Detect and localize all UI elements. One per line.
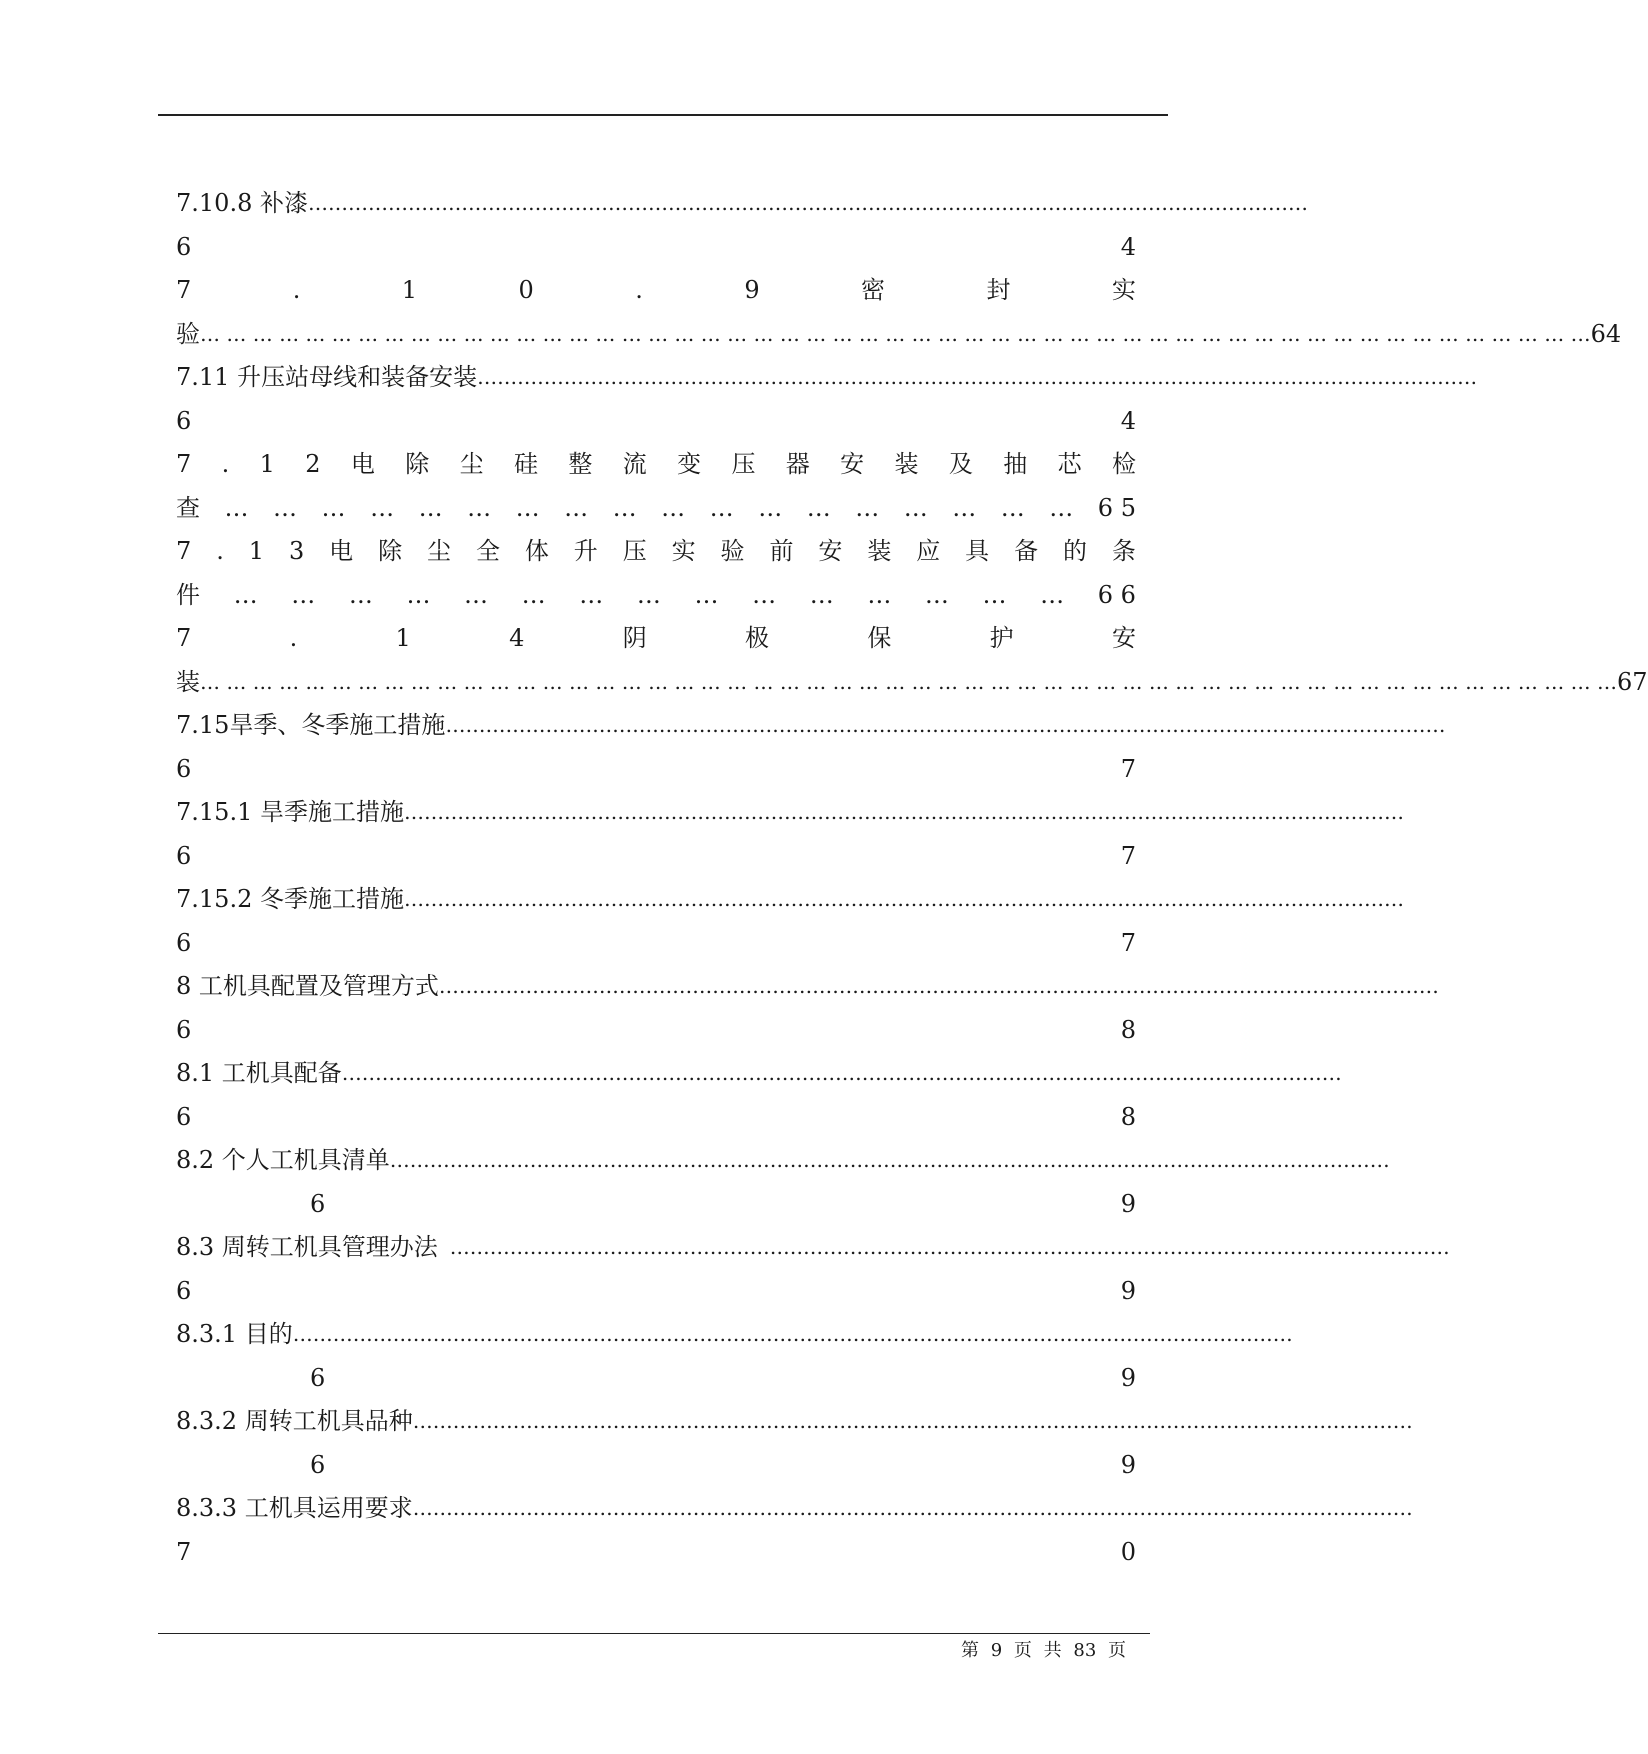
toc-char: 变 bbox=[677, 450, 702, 478]
toc-page-first: 7 bbox=[176, 1537, 192, 1566]
dot-leader: …………………………………………………………………………………………………………………………………… bbox=[403, 800, 1404, 824]
toc-char: 的 bbox=[1063, 537, 1087, 565]
toc-char: 条 bbox=[1111, 537, 1136, 565]
toc-entry[interactable] bbox=[176, 704, 1446, 748]
toc-continuation-text: 查 bbox=[176, 493, 200, 522]
toc-char: 实 bbox=[671, 537, 696, 565]
toc-entry-title: 7.15.2 冬季施工措施 bbox=[176, 885, 404, 913]
toc-char: 压 bbox=[622, 537, 647, 565]
dot-leader: … bbox=[1049, 493, 1074, 522]
dot-leader: … bbox=[758, 493, 783, 522]
toc-continuation bbox=[176, 487, 1136, 531]
toc-page-number: 67 bbox=[1616, 667, 1648, 696]
toc-page-first: 6 bbox=[310, 1363, 326, 1392]
toc-char: 尘 bbox=[427, 537, 452, 565]
header-rule bbox=[158, 114, 1168, 116]
toc-char: 电 bbox=[350, 450, 375, 478]
toc-page-first: 6 bbox=[176, 928, 192, 957]
dot-leader: …………………………………………………………………………………………………………………………………… bbox=[292, 1322, 1293, 1346]
dot-leader: … bbox=[291, 580, 316, 609]
dot-leader: … bbox=[903, 493, 928, 522]
toc-char: 安 bbox=[818, 537, 843, 565]
toc-page-line bbox=[176, 1357, 1136, 1401]
toc-page-second: 7 bbox=[1120, 841, 1136, 870]
toc-char: 及 bbox=[948, 450, 973, 478]
toc-entry[interactable] bbox=[176, 1226, 1450, 1270]
dot-leader: … bbox=[806, 493, 831, 522]
toc-char: . bbox=[221, 450, 230, 478]
toc-char: 密 bbox=[861, 276, 886, 304]
toc-char: 芯 bbox=[1057, 450, 1082, 478]
toc-page-second: 8 bbox=[1120, 1015, 1136, 1044]
toc-entry[interactable] bbox=[176, 878, 1404, 922]
toc-char: 实 bbox=[1111, 276, 1136, 304]
table-of-contents bbox=[176, 182, 1648, 1574]
dot-leader: … bbox=[752, 580, 777, 609]
dot-leader: … bbox=[370, 493, 395, 522]
dot-leader: … bbox=[709, 493, 734, 522]
toc-continuation bbox=[176, 574, 1136, 618]
toc-char: 压 bbox=[731, 450, 756, 478]
dot-leader: … bbox=[1040, 580, 1065, 609]
dot-leader: … … … … … … … … … … … … … … … … … … … … … … … … … … … … … … … … … … … … … … … … … … … … … … … … … … … … … … bbox=[200, 669, 1617, 694]
dot-leader: … bbox=[694, 580, 719, 609]
toc-char: 安 bbox=[1111, 624, 1136, 652]
toc-page-second: 9 bbox=[1120, 1450, 1136, 1479]
toc-char: 2 bbox=[305, 450, 321, 478]
toc-char: 升 bbox=[573, 537, 598, 565]
toc-entry[interactable] bbox=[176, 1052, 1342, 1096]
toc-page-second: 9 bbox=[1120, 1363, 1136, 1392]
toc-char: 体 bbox=[524, 537, 549, 565]
toc-entry-title: 8 工机具配置及管理方式 bbox=[176, 972, 439, 1000]
dot-leader: … bbox=[273, 493, 298, 522]
toc-entry[interactable] bbox=[176, 1400, 1413, 1444]
toc-char: 4 bbox=[509, 624, 525, 652]
toc-char: 器 bbox=[785, 450, 810, 478]
toc-page-first: 6 bbox=[176, 1276, 192, 1305]
dot-leader: …………………………………………………………………………………………………………………………………… bbox=[403, 887, 1404, 911]
toc-page-second: 4 bbox=[1120, 406, 1136, 435]
dot-leader: …………………………………………………………………………………………………………………………………… bbox=[307, 191, 1308, 215]
toc-page-second: 8 bbox=[1120, 1102, 1136, 1131]
toc-char: 前 bbox=[769, 537, 794, 565]
toc-char: 装 bbox=[894, 450, 919, 478]
toc-page-second: 4 bbox=[1120, 232, 1136, 261]
toc-char: 阴 bbox=[622, 624, 647, 652]
toc-entry-justified[interactable] bbox=[176, 443, 1136, 487]
toc-char: 0 bbox=[518, 276, 534, 304]
toc-char: . bbox=[635, 276, 643, 304]
dot-leader: …………………………………………………………………………………………………………………………………… bbox=[412, 1496, 1413, 1520]
toc-page-first: 6 bbox=[310, 1189, 326, 1218]
dot-leader: … bbox=[1000, 493, 1025, 522]
dot-leader: … bbox=[467, 493, 492, 522]
toc-entry-title: 7.10.8 补漆 bbox=[176, 189, 308, 217]
toc-char: 装 bbox=[867, 537, 892, 565]
toc-char: 除 bbox=[378, 537, 403, 565]
toc-page-first: 6 bbox=[176, 754, 192, 783]
toc-entry-title: 8.3.2 周转工机具品种 bbox=[176, 1407, 413, 1435]
toc-char: 硅 bbox=[514, 450, 538, 478]
toc-char: . bbox=[216, 537, 224, 565]
toc-page-first: 6 bbox=[176, 1015, 192, 1044]
toc-char: 安 bbox=[840, 450, 865, 478]
toc-entry-title: 7.15.1 旱季施工措施 bbox=[176, 798, 404, 826]
toc-entry[interactable] bbox=[176, 791, 1404, 835]
toc-page-second: 7 bbox=[1120, 754, 1136, 783]
toc-entry-title: 8.3.1 目的 bbox=[176, 1320, 293, 1348]
dot-leader: … bbox=[406, 580, 431, 609]
toc-char: 封 bbox=[986, 276, 1011, 304]
toc-page-line bbox=[176, 1531, 1136, 1575]
toc-page-first: 6 bbox=[176, 406, 192, 435]
toc-page-line bbox=[176, 835, 1136, 879]
dot-leader: … bbox=[612, 493, 637, 522]
toc-char: 保 bbox=[867, 624, 892, 652]
toc-continuation-text: 装 bbox=[176, 667, 200, 696]
toc-char: 除 bbox=[405, 450, 430, 478]
toc-char: 验 bbox=[720, 537, 745, 565]
toc-continuation bbox=[176, 661, 1648, 705]
toc-page-line bbox=[176, 922, 1136, 966]
dot-leader: … bbox=[867, 580, 892, 609]
dot-leader: … bbox=[521, 580, 546, 609]
dot-leader: …………………………………………………………………………………………………………………………………… bbox=[389, 1148, 1390, 1172]
toc-char: 备 bbox=[1014, 537, 1039, 565]
toc-char: 检 bbox=[1111, 450, 1136, 478]
toc-page-line bbox=[176, 1183, 1136, 1227]
dot-leader: … bbox=[661, 493, 686, 522]
toc-char: 1 bbox=[395, 624, 411, 652]
toc-char: 抽 bbox=[1003, 450, 1028, 478]
toc-page-line bbox=[176, 226, 1136, 270]
toc-entry[interactable] bbox=[176, 965, 1439, 1009]
toc-page-second: 0 bbox=[1120, 1537, 1136, 1566]
toc-entry[interactable] bbox=[176, 356, 1478, 400]
toc-page-line bbox=[176, 1270, 1136, 1314]
dot-leader: …………………………………………………………………………………………………………………………………… bbox=[438, 974, 1439, 998]
toc-entry[interactable] bbox=[176, 182, 1308, 226]
dot-leader: … bbox=[224, 493, 249, 522]
toc-entry-title: 7.11 升压站母线和装备安装 bbox=[176, 363, 478, 391]
dot-leader: … bbox=[982, 580, 1007, 609]
dot-leader: …………………………………………………………………………………………………………………………………… bbox=[412, 1409, 1413, 1433]
toc-char: 护 bbox=[989, 624, 1014, 652]
toc-page-line bbox=[176, 1096, 1136, 1140]
toc-page-line bbox=[176, 400, 1136, 444]
toc-page-second: 7 bbox=[1120, 928, 1136, 957]
toc-page-first: 6 bbox=[176, 841, 192, 870]
toc-char: 7 bbox=[176, 450, 192, 478]
toc-char: 7 bbox=[176, 276, 192, 304]
toc-char: 7 bbox=[176, 624, 192, 652]
toc-page-line bbox=[176, 748, 1136, 792]
toc-continuation bbox=[176, 313, 1622, 357]
toc-page-number: 6 6 bbox=[1097, 580, 1136, 609]
toc-page-first: 6 bbox=[176, 232, 192, 261]
dot-leader: … bbox=[809, 580, 834, 609]
dot-leader: …………………………………………………………………………………………………………………………………… bbox=[445, 713, 1446, 737]
dot-leader: …………………………………………………………………………………………………………………………………… bbox=[341, 1061, 1342, 1085]
toc-char: 全 bbox=[475, 537, 500, 565]
dot-leader: … bbox=[579, 580, 604, 609]
dot-leader: … bbox=[348, 580, 373, 609]
toc-page-first: 6 bbox=[176, 1102, 192, 1131]
toc-char: 极 bbox=[745, 624, 770, 652]
toc-entry-justified[interactable] bbox=[176, 530, 1136, 574]
dot-leader: … bbox=[418, 493, 443, 522]
toc-entry[interactable] bbox=[176, 1313, 1293, 1357]
toc-continuation-text: 件 bbox=[176, 580, 200, 609]
toc-page-first: 6 bbox=[310, 1450, 326, 1479]
dot-leader: … bbox=[321, 493, 346, 522]
footer-rule bbox=[158, 1633, 1150, 1634]
toc-entry[interactable] bbox=[176, 1139, 1390, 1183]
dot-leader: … bbox=[924, 580, 949, 609]
toc-entry-justified[interactable] bbox=[176, 269, 1136, 313]
toc-char: 1 bbox=[248, 537, 265, 565]
dot-leader: … bbox=[564, 493, 589, 522]
toc-page-second: 9 bbox=[1120, 1276, 1136, 1305]
toc-entry-title: 8.1 工机具配备 bbox=[176, 1059, 342, 1087]
toc-page-second: 9 bbox=[1120, 1189, 1136, 1218]
toc-page-number: 6 5 bbox=[1097, 493, 1136, 522]
toc-char: 1 bbox=[259, 450, 275, 478]
toc-entry-title: 8.2 个人工机具清单 bbox=[176, 1146, 390, 1174]
toc-page-number: 64 bbox=[1590, 319, 1622, 348]
dot-leader: … bbox=[636, 580, 661, 609]
toc-char: . bbox=[292, 276, 301, 304]
dot-leader: … bbox=[952, 493, 977, 522]
dot-leader: …………………………………………………………………………………………………………………………………… bbox=[477, 365, 1478, 389]
toc-char: 流 bbox=[622, 450, 647, 478]
toc-char: 应 bbox=[916, 537, 941, 565]
toc-char: 3 bbox=[288, 537, 305, 565]
toc-entry-title: 7.15旱季、冬季施工措施 bbox=[176, 711, 446, 739]
toc-continuation-text: 验 bbox=[176, 319, 200, 348]
dot-leader: … … … … … … … … … … … … … … … … … … … … … … … … … … … … … … … … … … … … … … … … … … … … … … … … … … … … … bbox=[200, 321, 1591, 346]
toc-char: 整 bbox=[568, 450, 593, 478]
toc-entry-title: 8.3.3 工机具运用要求 bbox=[176, 1494, 413, 1522]
toc-char: 具 bbox=[965, 537, 990, 565]
toc-char: 电 bbox=[329, 537, 354, 565]
dot-leader: …………………………………………………………………………………………………………………………………… bbox=[449, 1235, 1450, 1259]
toc-entry-justified[interactable] bbox=[176, 617, 1136, 661]
dot-leader: … bbox=[464, 580, 489, 609]
toc-entry[interactable] bbox=[176, 1487, 1413, 1531]
toc-char: 尘 bbox=[459, 450, 484, 478]
toc-char: 1 bbox=[401, 276, 418, 304]
toc-char: 9 bbox=[744, 276, 760, 304]
toc-page-line bbox=[176, 1444, 1136, 1488]
dot-leader: … bbox=[855, 493, 880, 522]
toc-entry-title: 8.3 周转工机具管理办法 bbox=[176, 1233, 438, 1261]
toc-page-line bbox=[176, 1009, 1136, 1053]
dot-leader: … bbox=[233, 580, 258, 609]
page-footer: 第 9 页 共 83 页 bbox=[961, 1640, 1126, 1661]
dot-leader: … bbox=[515, 493, 540, 522]
toc-char: 7 bbox=[176, 537, 192, 565]
toc-char: . bbox=[289, 624, 298, 652]
